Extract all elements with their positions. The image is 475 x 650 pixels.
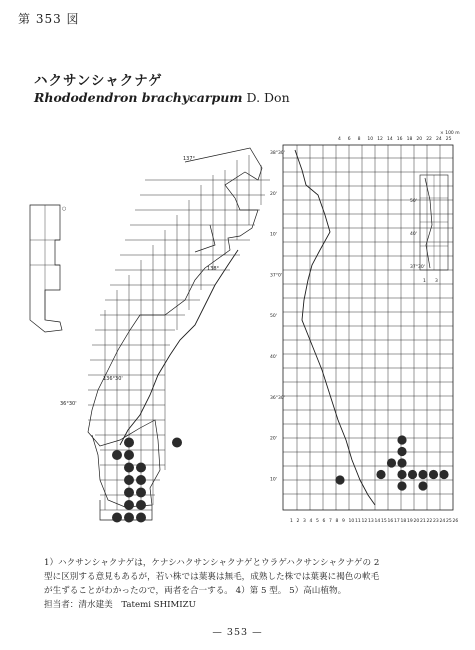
label-lon-136-30: 136°30' [103,376,123,382]
grid-bottom-tick-label: 1 [290,519,293,524]
grid-bottom-tick-label: 16 [387,519,394,524]
occurrence-dot [112,450,122,460]
grid-occurrence-dot [418,470,427,479]
grid-occurrence-dot [397,458,406,467]
grid-bottom-tick-label: 23 [433,519,439,524]
grid-inset-label: 37°30' [410,265,425,270]
grid-bottom-tick-label: 7 [329,519,332,524]
occurrence-dot [172,438,182,448]
inset-island-grid [30,205,60,320]
occurrence-dot [136,475,146,485]
grid-occurrence-dot [397,481,406,490]
grid-inset-label: 50' [410,199,417,204]
occurrence-dot [136,500,146,510]
grid-bottom-tick-label: 2 [296,519,300,524]
elevation-profile-curve [295,150,375,505]
grid-bottom-tick-label: 6 [322,519,326,524]
grid-bottom-tick-label: 13 [368,519,374,524]
label-lat-36-30: 36°30' [60,401,77,407]
inset-island-outline [30,205,62,332]
grid-lat-label: 38°30' [270,151,285,156]
grid-bottom-tick-label: 21 [420,519,426,524]
grid-frame [283,145,453,510]
occurrence-dot [124,450,134,460]
grid-top-tick-label: 16 [396,137,403,142]
note-line-3: が生ずることがわかったので，両者を合一する。 4）第 5 型。 5）高山植物。 [44,586,347,596]
scientific-name-latin: Rhododendron brachycarpum [34,90,243,105]
note-line-2: 型に区別する意見もあるが，若い株では葉裏は無毛，成熟した株では葉裏に褐色の軟毛 [44,572,380,582]
grid-occurrence-dot [397,435,406,444]
bay-outline [195,225,215,252]
grid-top-tick-label: 14 [387,137,393,142]
scientific-name-author: D. Don [246,90,290,105]
occurrence-dot [112,513,122,523]
grid-lat-label: 37°0' [270,273,283,279]
grid-inset-scale: 1 [423,279,426,284]
grid-top-tick-label: 8 [357,137,361,142]
grid-occurrence-dots [335,435,448,490]
grid-bottom-tick-label: 3 [303,519,306,524]
grid-occurrence-dot-isolated [335,475,344,484]
occurrence-dot [124,500,134,510]
occurrence-dot [124,463,134,473]
grid-bottom-tick-label: 4 [309,519,313,524]
grid-bottom-tick-label: 11 [355,519,361,524]
page-number: — 353 — [212,627,263,638]
grid-unit-label: × 100 m [440,131,460,136]
grid-lat-label: 40' [270,355,277,360]
grid-occurrence-dot [429,470,438,479]
grid-occurrence-dot [376,470,385,479]
grid-bottom-tick-label: 9 [342,519,345,524]
grid-bottom-tick-label: 5 [316,519,319,524]
grid-lat-label: 20' [270,436,277,442]
grid-bottom-tick-label: 15 [381,519,387,524]
grid-lat-label: 20' [270,191,277,197]
grid-top-tick-label: 20 [416,137,423,142]
occurrence-dot [136,513,146,523]
grid-top-tick-label: 10 [367,137,374,142]
occurrence-dot [136,488,146,498]
grid-bottom-tick-label: 18 [400,519,407,524]
grid-bottom-tick-label: 10 [348,519,355,524]
label-lon-137: 137° [183,156,196,162]
occurrence-dot [124,513,134,523]
coastline-curve [120,250,238,445]
grid-lat-label: 50' [270,314,277,320]
grid-lat-label: 10' [270,232,277,238]
grid-top-tick-label: 22 [426,137,432,142]
grid-bottom-tick-label: 19 [407,519,413,524]
label-lon-138: 138° [207,266,220,272]
grid-occurrence-dot [439,470,448,479]
grid-top-tick-labels [338,136,452,142]
inset-profile-curve [425,178,432,268]
grid-occurrence-dot [408,470,417,479]
grid-lat-label: 36°30' [270,395,285,401]
grid-bottom-tick-labels [290,518,458,524]
grid-bottom-tick-label: 25 [446,519,452,524]
figure-label: 第 353 図 [18,12,80,26]
inset-top-marker: ○ [62,206,67,212]
grid-lat-label: 10' [270,477,277,483]
grid-lines [283,145,453,510]
distribution-map [30,148,270,520]
grid-bottom-tick-label: 17 [394,519,400,524]
grid-occurrence-dot [418,481,427,490]
notes-block [44,556,464,612]
occurrence-dot [124,438,134,448]
note-contributor: 担当者：清水建美 Tatemi SHIMIZU [44,600,196,610]
grid-occurrence-dot [397,470,406,479]
grid-bottom-tick-label: 12 [361,519,368,524]
species-japanese-name: ハクサンシャクナゲ [34,73,163,89]
grid-top-tick-label: 18 [406,137,413,142]
grid-bottom-tick-label: 8 [335,519,339,524]
grid-occurrence-dot [387,458,396,467]
grid-occurrence-dot [397,447,406,456]
occurrence-dot [124,475,134,485]
grid-bottom-tick-label: 26 [452,519,459,524]
grid-top-tick-label: 24 [436,137,442,142]
grid-inset-label: 40' [410,232,417,237]
grid-top-tick-label: 4 [338,137,341,142]
occurrence-dot [136,463,146,473]
grid-top-tick-label: 6 [347,137,351,142]
occurrence-dot [124,488,134,498]
grid-top-tick-label: 12 [377,137,383,142]
inset-grid-lines [420,175,448,270]
elevation-grid [283,145,453,510]
grid-bottom-tick-label: 14 [374,519,381,524]
grid-bottom-tick-label: 22 [426,519,433,524]
grid-inset-scale: 3 [435,279,438,284]
grid-bottom-tick-label: 24 [439,519,446,524]
note-line-1: 1）ハクサンシャクナゲは，ケナシハクサンシャクナゲとウラゲハクサンシャクナゲの 2 [44,558,380,568]
grid-top-tick-label: 25 [445,137,452,142]
grid-bottom-tick-label: 20 [413,519,420,524]
